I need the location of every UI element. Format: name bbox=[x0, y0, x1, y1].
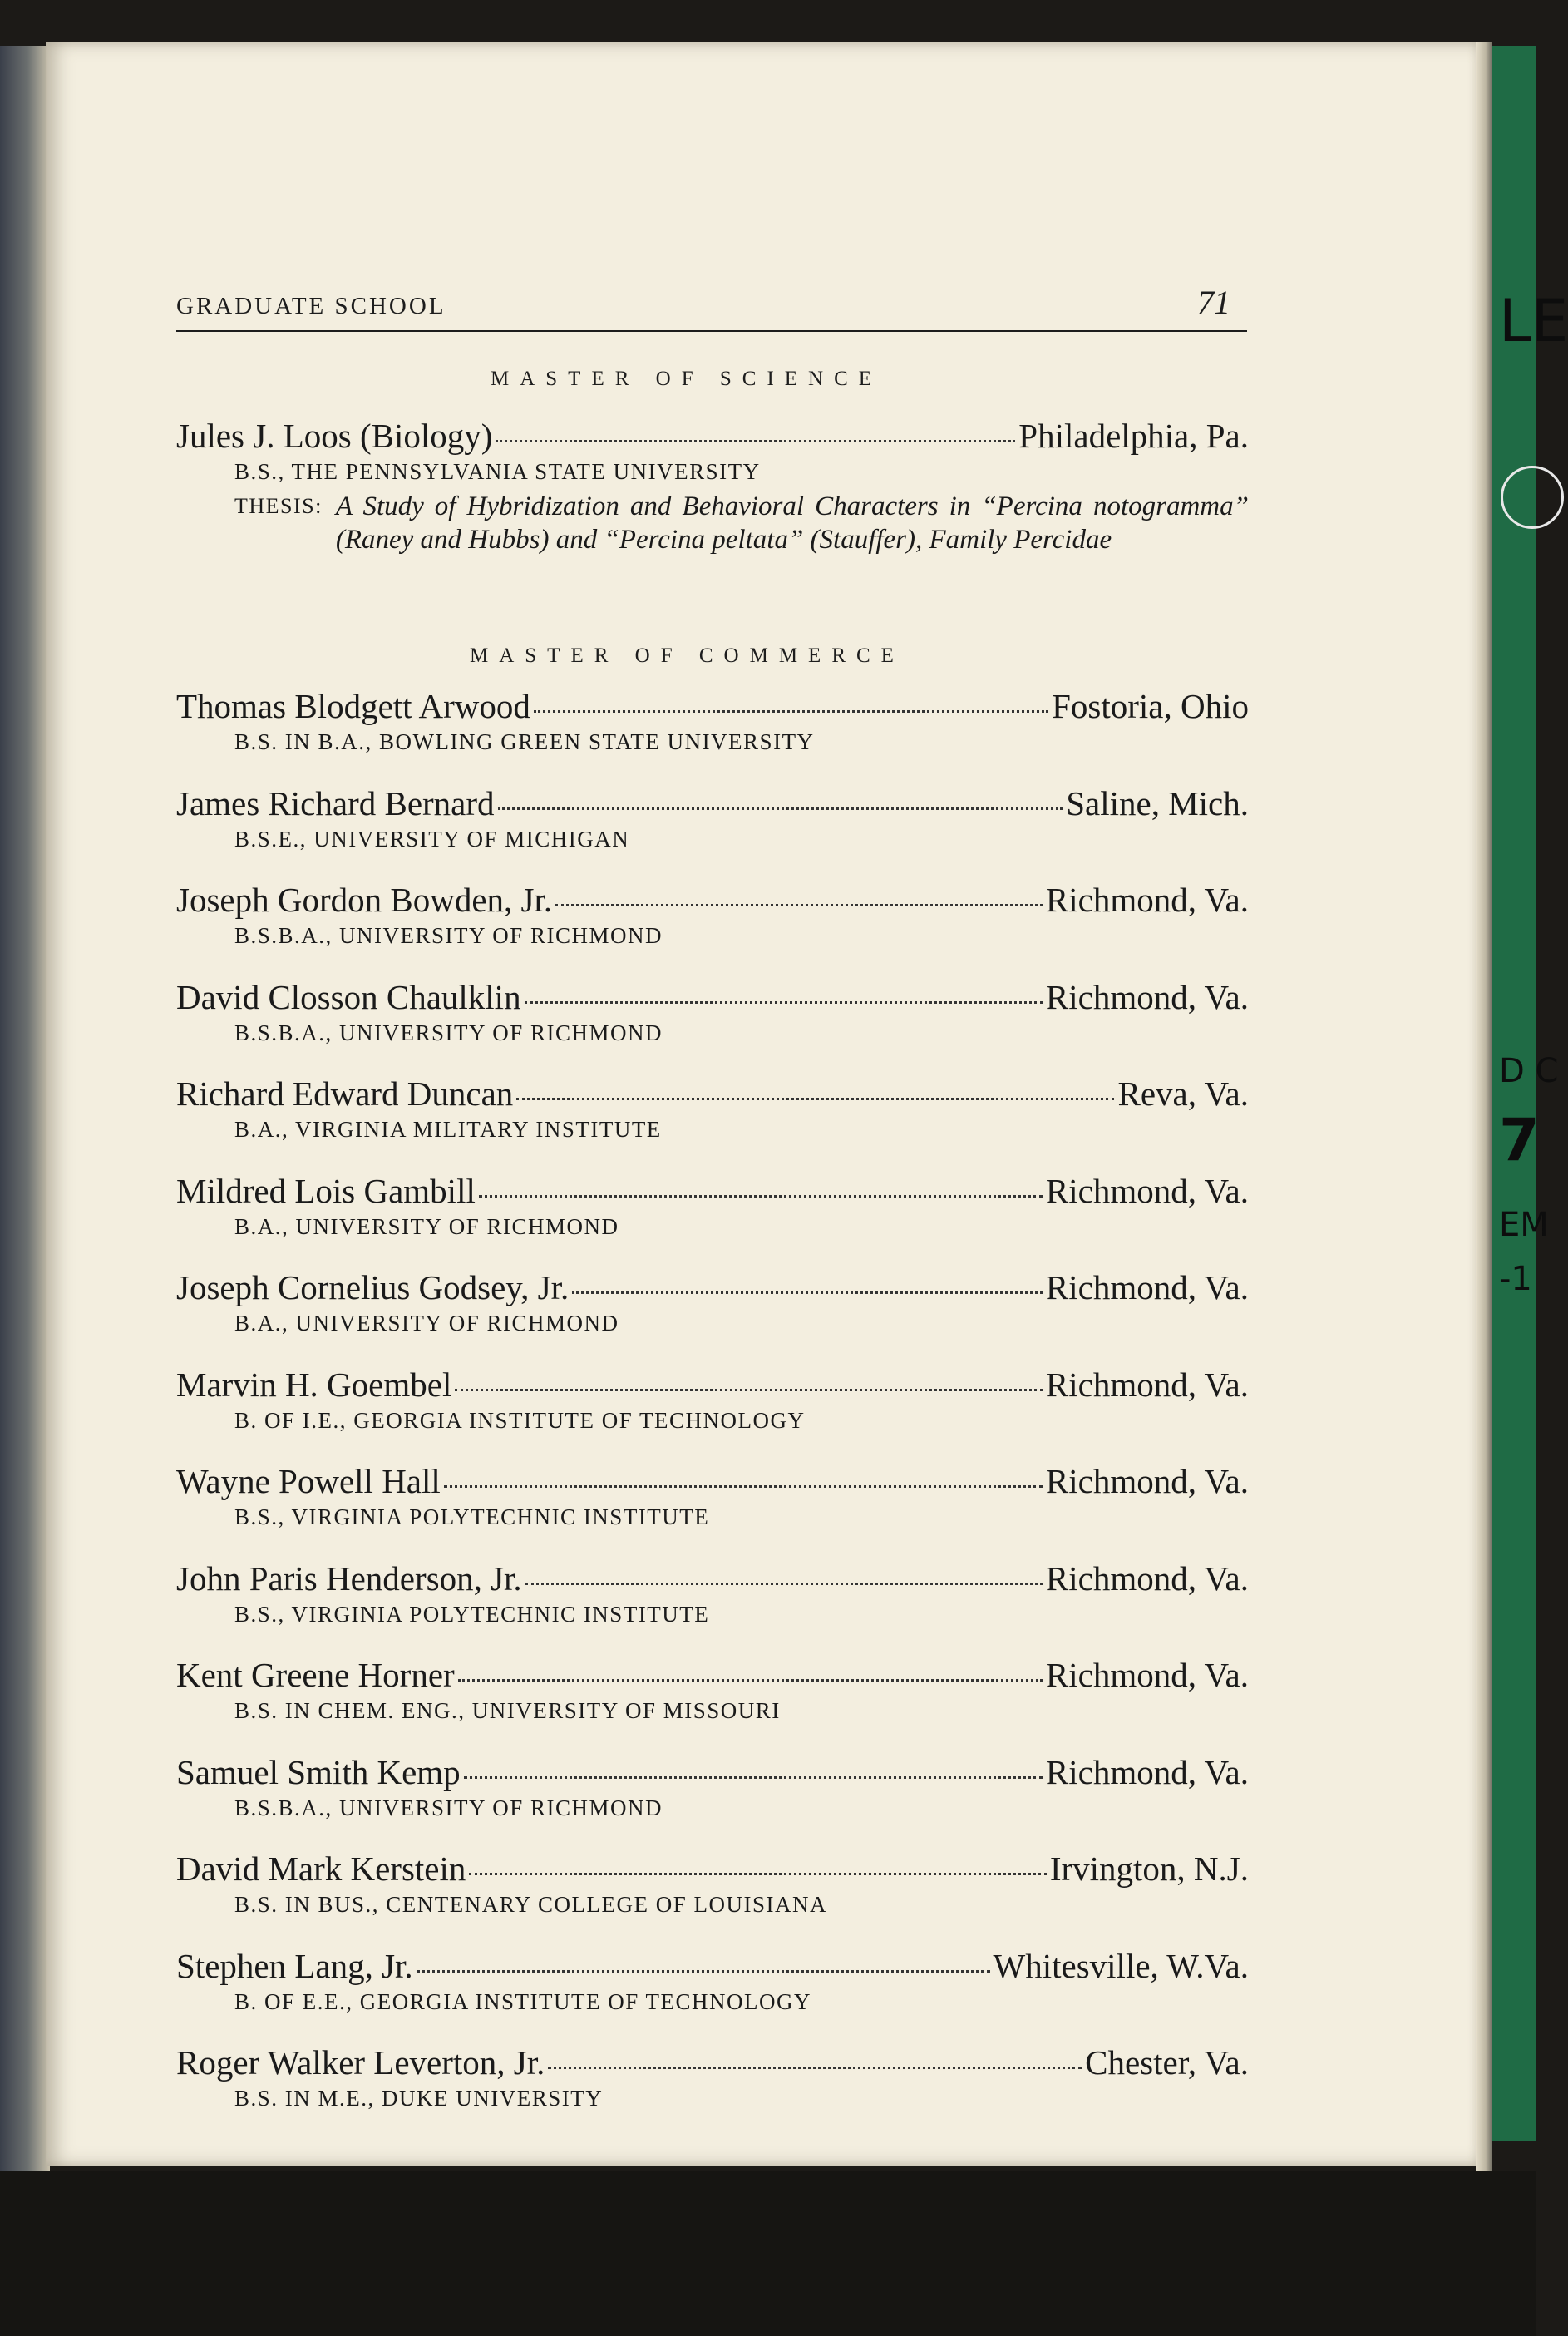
entry-name: Kent Greene Horner bbox=[176, 1656, 455, 1694]
entry-name: Richard Edward Duncan bbox=[176, 1074, 514, 1113]
dot-leader bbox=[548, 2067, 1082, 2069]
entry-name: Joseph Cornelius Godsey, Jr. bbox=[176, 1268, 570, 1306]
list-item bbox=[176, 686, 1249, 755]
entry-degree: B.S., VIRGINIA POLYTECHNIC INSTITUTE bbox=[234, 1504, 710, 1529]
facing-page-text: -1 bbox=[1499, 1260, 1532, 1298]
scan-background bbox=[0, 2171, 1536, 2336]
entry-location: Richmond, Va. bbox=[1045, 1753, 1249, 1791]
list-item bbox=[176, 1946, 1249, 2015]
entry-name: John Paris Henderson, Jr. bbox=[176, 1559, 522, 1598]
page-edge bbox=[1476, 42, 1492, 2171]
dot-leader bbox=[444, 1485, 1043, 1488]
entry-name: Samuel Smith Kemp bbox=[176, 1753, 461, 1791]
entry-name: Jules J. Loos (Biology) bbox=[176, 417, 493, 455]
entry-degree: B.S. IN M.E., DUKE UNIVERSITY bbox=[234, 2086, 604, 2111]
list-item bbox=[176, 880, 1249, 949]
entry-name: Thomas Blodgett Arwood bbox=[176, 687, 530, 725]
facing-page-text: LE bbox=[1499, 287, 1568, 355]
dot-leader bbox=[455, 1389, 1043, 1391]
list-item bbox=[176, 1849, 1249, 1918]
entry-degree: B.A., UNIVERSITY OF RICHMOND bbox=[234, 1311, 619, 1336]
facing-page-text: 7 bbox=[1499, 1106, 1540, 1174]
entry-degree: B.S.E., UNIVERSITY OF MICHIGAN bbox=[234, 827, 630, 852]
dot-leader bbox=[534, 710, 1048, 713]
thesis-label: THESIS: bbox=[234, 494, 323, 518]
entry-degree: B.S. IN CHEM. ENG., UNIVERSITY OF MISSOURI bbox=[234, 1698, 781, 1723]
entry-location: Richmond, Va. bbox=[1045, 978, 1249, 1016]
dot-leader bbox=[555, 904, 1043, 906]
list-item bbox=[176, 1365, 1249, 1434]
entry-degree: B.A., UNIVERSITY OF RICHMOND bbox=[234, 1214, 619, 1239]
entry-degree: B.S.B.A., UNIVERSITY OF RICHMOND bbox=[234, 1020, 663, 1045]
facing-page-text: EM bbox=[1499, 1206, 1549, 1244]
dot-leader bbox=[525, 1001, 1043, 1004]
dot-leader bbox=[464, 1776, 1043, 1779]
section-title-master-of-science: MASTER OF SCIENCE bbox=[491, 368, 883, 390]
dot-leader bbox=[498, 807, 1063, 810]
entry-degree: B.S., THE PENNSYLVANIA STATE UNIVERSITY bbox=[234, 459, 761, 484]
entry-name: David Closson Chaulklin bbox=[176, 978, 521, 1016]
entry-degree: B.S.B.A., UNIVERSITY OF RICHMOND bbox=[234, 1795, 663, 1820]
entry-location: Richmond, Va. bbox=[1045, 1656, 1249, 1694]
thesis bbox=[234, 490, 1249, 556]
entry-location: Fostoria, Ohio bbox=[1052, 687, 1249, 725]
entry-degree: B. OF E.E., GEORGIA INSTITUTE OF TECHNOLOGY bbox=[234, 1989, 811, 2014]
list-item bbox=[176, 2042, 1249, 2111]
entry-name: David Mark Kerstein bbox=[176, 1850, 466, 1888]
dot-leader bbox=[417, 1970, 990, 1973]
entry-degree: B.S. IN B.A., BOWLING GREEN STATE UNIVERSITY bbox=[234, 729, 815, 754]
list-item bbox=[176, 1752, 1249, 1821]
section-title-master-of-commerce: MASTER OF COMMERCE bbox=[470, 644, 905, 667]
page-number: 71 bbox=[1197, 284, 1230, 321]
science-entry bbox=[176, 416, 1249, 556]
entry-name: Stephen Lang, Jr. bbox=[176, 1947, 413, 1985]
dot-leader bbox=[469, 1873, 1046, 1875]
entry-location: Richmond, Va. bbox=[1045, 1366, 1249, 1404]
book-gutter-shadow bbox=[0, 46, 50, 2175]
entry-name: Mildred Lois Gambill bbox=[176, 1172, 476, 1210]
header-rule bbox=[176, 330, 1247, 332]
dot-leader bbox=[572, 1291, 1043, 1294]
entry-location: Richmond, Va. bbox=[1045, 1268, 1249, 1306]
entry-degree: B.S.B.A., UNIVERSITY OF RICHMOND bbox=[234, 923, 663, 948]
entry-location: Chester, Va. bbox=[1085, 2043, 1249, 2082]
dot-leader bbox=[479, 1195, 1043, 1198]
list-item bbox=[176, 783, 1249, 852]
dot-leader bbox=[525, 1583, 1043, 1585]
entry-location: Richmond, Va. bbox=[1045, 1559, 1249, 1598]
facing-page-edge bbox=[1492, 46, 1568, 2141]
facing-page-text: D C bbox=[1499, 1052, 1559, 1090]
entry-degree: B.A., VIRGINIA MILITARY INSTITUTE bbox=[234, 1117, 662, 1142]
entry-location: Richmond, Va. bbox=[1045, 881, 1249, 919]
list-item bbox=[176, 977, 1249, 1046]
entry-name: Wayne Powell Hall bbox=[176, 1462, 441, 1500]
entry-name: Roger Walker Leverton, Jr. bbox=[176, 2043, 545, 2082]
entry-location: Philadelphia, Pa. bbox=[1018, 417, 1249, 455]
list-item bbox=[176, 1074, 1249, 1143]
entry-location: Irvington, N.J. bbox=[1049, 1850, 1249, 1888]
facing-page-circle bbox=[1501, 466, 1564, 529]
list-item bbox=[176, 1171, 1249, 1240]
running-head: GRADUATE SCHOOL bbox=[176, 293, 446, 319]
list-item bbox=[176, 1655, 1249, 1724]
entry-location: Reva, Va. bbox=[1117, 1074, 1249, 1113]
entry-degree: B. OF I.E., GEORGIA INSTITUTE OF TECHNOLOGY bbox=[234, 1408, 806, 1433]
entry-location: Whitesville, W.Va. bbox=[993, 1947, 1249, 1985]
entry-location: Saline, Mich. bbox=[1066, 784, 1249, 822]
entry-location: Richmond, Va. bbox=[1045, 1172, 1249, 1210]
dot-leader bbox=[458, 1679, 1043, 1682]
entry-degree: B.S., VIRGINIA POLYTECHNIC INSTITUTE bbox=[234, 1602, 710, 1627]
entry-name: James Richard Bernard bbox=[176, 784, 495, 822]
entry-degree: B.S. IN BUS., CENTENARY COLLEGE OF LOUISIANA bbox=[234, 1892, 828, 1917]
entry-location: Richmond, Va. bbox=[1045, 1462, 1249, 1500]
entry-name: Joseph Gordon Bowden, Jr. bbox=[176, 881, 553, 919]
list-item bbox=[176, 1267, 1249, 1336]
dot-leader bbox=[496, 440, 1015, 442]
dot-leader bbox=[516, 1098, 1114, 1100]
list-item bbox=[176, 1461, 1249, 1530]
thesis-title: A Study of Hybridization and Behavioral Characters in “Percina notogramma” (Raney and Hubbs) and “Percina peltata” (Stauffer), Family Percidae bbox=[335, 491, 1249, 555]
list-item bbox=[176, 1558, 1249, 1627]
entry-name: Marvin H. Goembel bbox=[176, 1366, 452, 1404]
